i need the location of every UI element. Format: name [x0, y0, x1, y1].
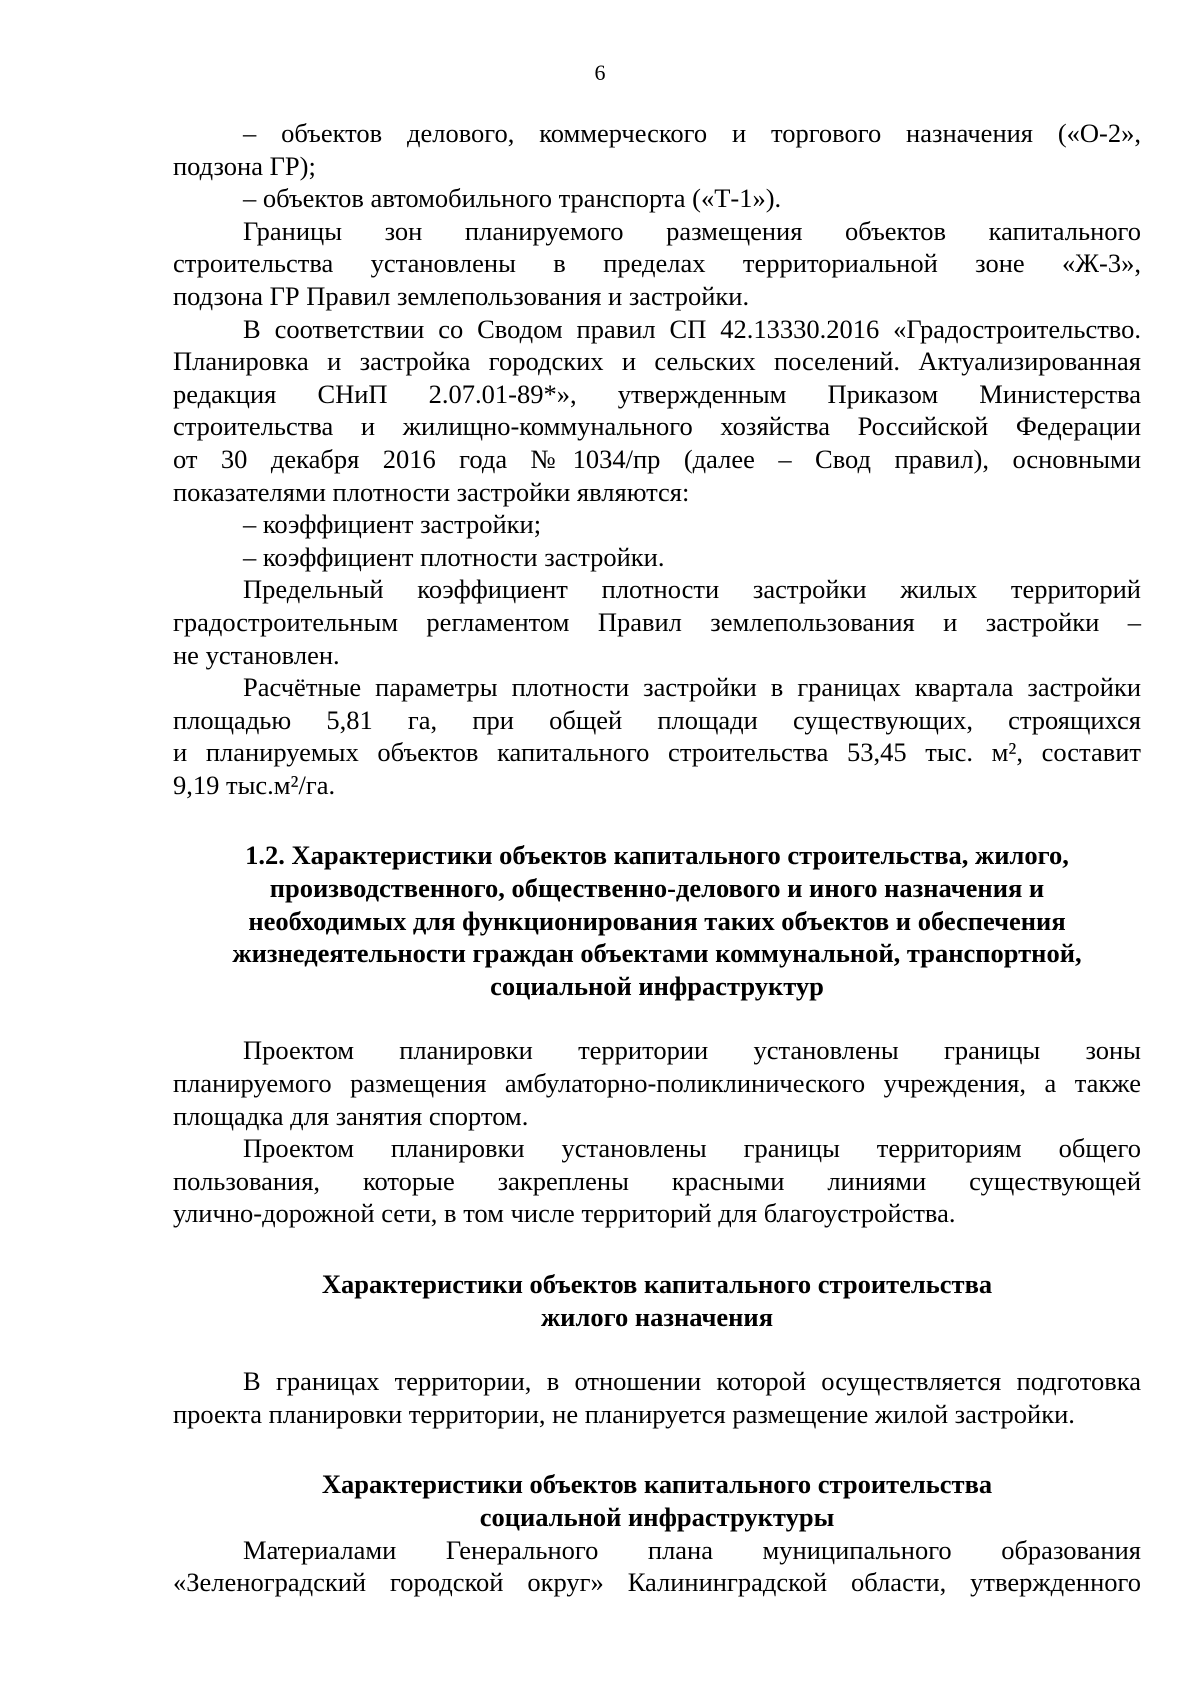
paragraph	[173, 508, 1141, 541]
heading-line: 1.2. Характеристики объектов капитального строительства, жилого,	[245, 840, 1069, 871]
text-line: 9,19 тыс.м²/га.	[173, 769, 336, 800]
paragraph	[173, 671, 1141, 801]
paragraph	[173, 182, 1141, 215]
text-line: Предельный коэффициент плотности застройки жилых территорий	[243, 574, 1141, 605]
text-line: – объектов делового, коммерческого и торгового назначения («О-2»,	[243, 118, 1141, 148]
heading-line: необходимых для функционирования таких объектов и обеспечения	[248, 905, 1066, 936]
text-line: не установлен.	[173, 639, 340, 670]
text-line: Планировка и застройка городских и сельских поселений. Актуализированная	[173, 346, 1141, 377]
text-line: строительства установлены в пределах территориальной зоне «Ж-3»,	[173, 248, 1141, 279]
subsection-heading-residential	[173, 1268, 1141, 1333]
paragraph	[173, 573, 1141, 671]
text-line: – коэффициент застройки;	[243, 509, 542, 540]
heading-line: жизнедеятельности граждан объектами коммунальной, транспортной,	[232, 938, 1082, 969]
text-line: и планируемых объектов капитального строительства 53,45 тыс. м², составит	[173, 737, 1141, 768]
text-line: градостроительным регламентом Правил землепользования и застройки –	[173, 606, 1141, 637]
text-line: Проектом планировки установлены границы территориям общего	[243, 1133, 1141, 1164]
text-line: улично-дорожной сети, в том числе территорий для благоустройства.	[173, 1198, 956, 1229]
page-number: 6	[594, 60, 606, 85]
paragraph	[173, 313, 1141, 509]
text-line: от 30 декабря 2016 года №1034/пр (далее – Свод правил), основными	[173, 443, 1141, 474]
text-line: планируемого размещения амбулаторно-поликлинического учреждения, а также	[173, 1068, 1141, 1099]
page-content	[173, 117, 1141, 1599]
paragraph	[173, 541, 1141, 574]
paragraph	[173, 117, 1141, 182]
heading-line: производственного, общественно-делового и иного назначения и	[269, 873, 1045, 904]
text-line: площадка для занятия спортом.	[173, 1100, 529, 1131]
text-line: В границах территории, в отношении которой осуществляется подготовка	[243, 1366, 1141, 1397]
text-line: площадью 5,81 га, при общей площади существующих, строящихся	[173, 704, 1141, 735]
text-line: подзона ГР Правил землепользования и застройки.	[173, 280, 750, 311]
text-line: подзона ГР);	[173, 150, 316, 181]
heading-line: Характеристики объектов капитального строительства	[321, 1269, 993, 1299]
paragraph	[173, 1034, 1141, 1132]
heading-line: жилого назначения	[540, 1301, 774, 1332]
paragraph	[173, 1365, 1141, 1430]
text-line: Материалами Генерального плана муниципального образования	[243, 1534, 1141, 1565]
heading-line: социальной инфраструктур	[490, 970, 824, 1001]
section-heading	[173, 839, 1141, 1002]
heading-line: Характеристики объектов капитального строительства	[321, 1469, 993, 1500]
subsection-heading-social	[173, 1468, 1141, 1533]
text-line: – коэффициент плотности застройки.	[243, 541, 665, 572]
text-line: пользования, которые закреплены красными линиями существующей	[173, 1165, 1141, 1196]
text-line: строительства и жилищно-коммунального хозяйства Российской Федерации	[173, 411, 1141, 442]
text-line: проекта планировки территории, не планируется размещение жилой застройки.	[173, 1398, 1075, 1429]
heading-line: социальной инфраструктуры	[479, 1501, 835, 1532]
text-line: – объектов автомобильного транспорта («Т-1»).	[243, 183, 782, 214]
text-line: Проектом планировки территории установлены границы зоны	[243, 1035, 1141, 1066]
text-line: показателями плотности застройки являются:	[173, 476, 690, 507]
text-line: «Зеленоградский городской округ» Калининградской области, утвержденного	[173, 1567, 1141, 1598]
text-line: В соответствии со Сводом правил СП 42.13330.2016 «Градостроительство.	[243, 313, 1141, 344]
paragraph	[173, 1534, 1141, 1599]
text-line: Расчётные параметры плотности застройки в границах квартала застройки	[243, 672, 1141, 703]
paragraph	[173, 1132, 1141, 1230]
paragraph	[173, 215, 1141, 313]
text-line: редакция СНиП 2.07.01-89*», утвержденным Приказом Министерства	[173, 378, 1141, 409]
text-line: Границы зон планируемого размещения объектов капитального	[243, 215, 1141, 246]
